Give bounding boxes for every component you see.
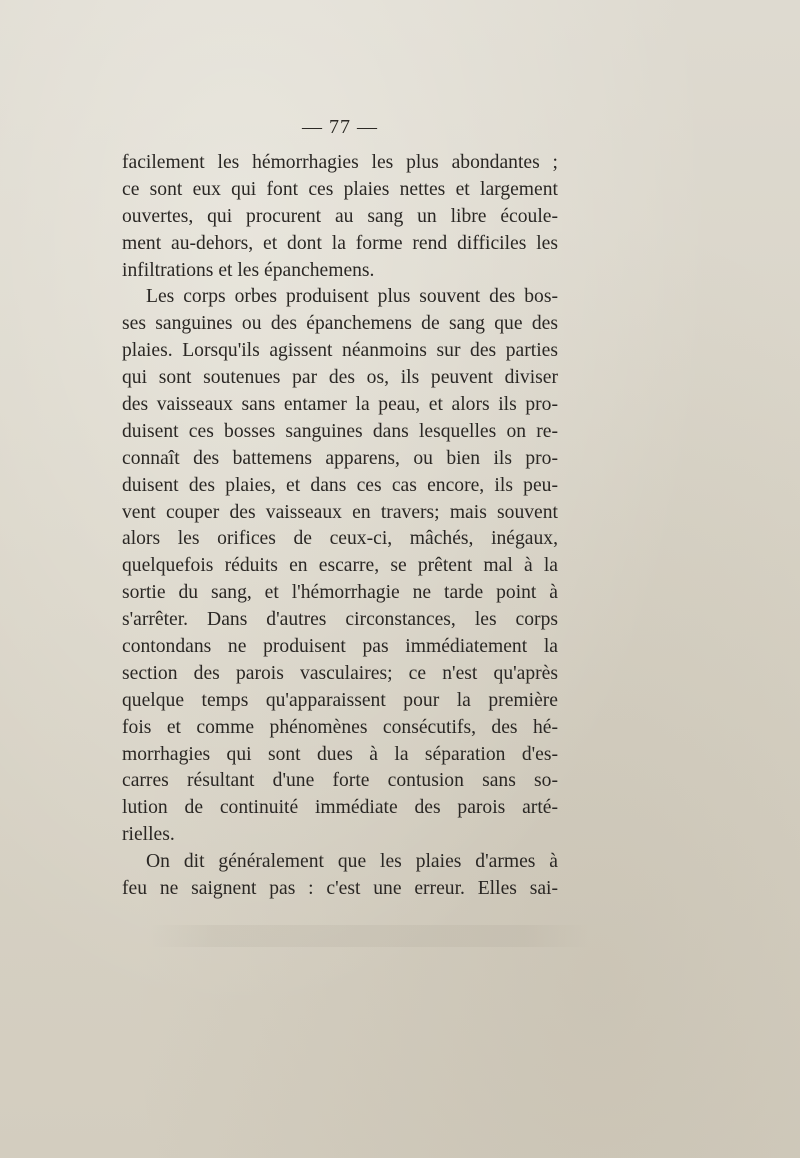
text-line: facilement les hémorrhagies les plus abondantes ; [122, 152, 558, 173]
text-line: vent couper des vaisseaux en travers; mais souvent [122, 501, 558, 523]
text-line: morrhagies qui sont dues à la séparation d'es- [122, 743, 558, 765]
text-line: sortie du sang, et l'hémorrhagie ne tarde point à [122, 582, 558, 604]
text-line: Les corps orbes produisent plus souvent des bos- [146, 286, 558, 308]
text-line: On dit généralement que les plaies d'armes à [146, 851, 558, 873]
text-line: contondans ne produisent pas immédiatement la [122, 636, 558, 658]
page-number: — 77 — [302, 116, 378, 138]
text-line: section des parois vasculaires; ce n'est qu'après [122, 662, 558, 684]
text-line: duisent ces bosses sanguines dans lesquelles on re- [122, 420, 558, 442]
text-line: ce sont eux qui font ces plaies nettes et largement [122, 178, 558, 200]
text-line: infiltrations et les épanchemens. [122, 259, 375, 281]
text-line: qui sont soutenues par des os, ils peuvent diviser [122, 367, 558, 389]
text-line: carres résultant d'une forte contusion sans so- [122, 770, 558, 792]
text-line: des vaisseaux sans entamer la peau, et alors ils pro- [122, 394, 558, 416]
text-line: ses sanguines ou des épanchemens de sang que des [122, 313, 558, 335]
text-line: ouvertes, qui procurent au sang un libre écoule- [122, 205, 558, 227]
text-line: plaies. Lorsqu'ils agissent néanmoins sur des parties [122, 340, 558, 362]
text-line: feu ne saignent pas : c'est une erreur. Elles sai- [122, 878, 558, 900]
text-line: duisent des plaies, et dans ces cas encore, ils peu- [122, 474, 558, 496]
body-text [122, 150, 558, 903]
text-line: lution de continuité immédiate des parois arté- [122, 797, 558, 819]
text-line: quelquefois réduits en escarre, se prêtent mal à la [122, 555, 558, 577]
show-through-text [150, 925, 590, 947]
text-line: alors les orifices de ceux-ci, mâchés, inégaux, [122, 528, 558, 550]
text-line: quelque temps qu'apparaissent pour la première [122, 689, 558, 711]
text-line: connaît des battemens apparens, ou bien ils pro- [122, 447, 558, 469]
text-line: fois et comme phénomènes consécutifs, des hé- [122, 716, 558, 738]
text-line: s'arrêter. Dans d'autres circonstances, les corps [122, 609, 558, 631]
text-line: rielles. [122, 824, 175, 846]
text-line: ment au-dehors, et dont la forme rend difficiles les [122, 232, 558, 254]
